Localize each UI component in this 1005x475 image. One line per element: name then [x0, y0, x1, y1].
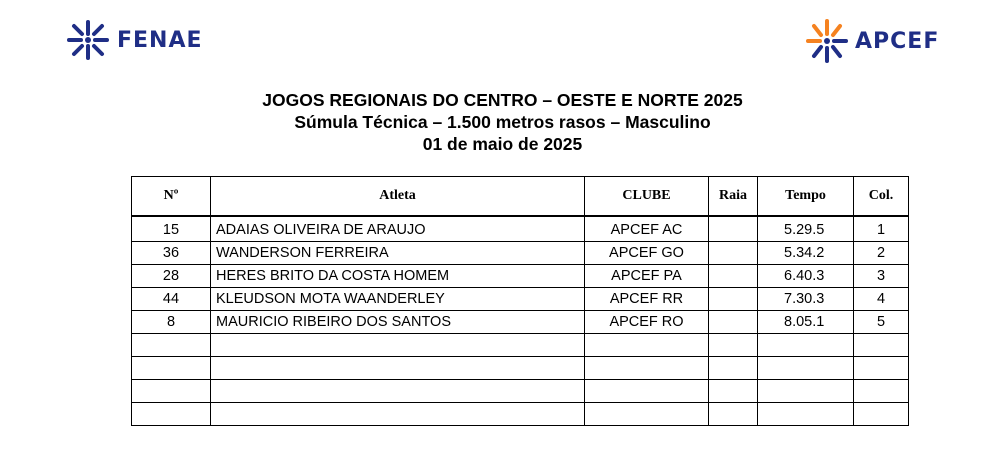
cell-time: 5.34.2	[758, 242, 854, 265]
cell-lane	[709, 311, 758, 334]
cell-lane	[709, 216, 758, 242]
apcef-star-logo-icon	[806, 19, 848, 63]
table-row	[132, 242, 909, 265]
table-row-empty	[132, 334, 909, 357]
fenae-logo	[66, 20, 203, 60]
table-row	[132, 265, 909, 288]
cell-number: 8	[132, 311, 211, 334]
table-row-empty	[132, 403, 909, 426]
cell-lane	[709, 357, 758, 380]
cell-athlete: HERES BRITO DA COSTA HOMEM	[211, 265, 585, 288]
cell-place: 2	[854, 242, 909, 265]
table-row-empty	[132, 357, 909, 380]
cell-time: 5.29.5	[758, 216, 854, 242]
col-header-athlete: Atleta	[211, 177, 585, 217]
cell-place	[854, 403, 909, 426]
cell-number: 15	[132, 216, 211, 242]
table-header-row	[132, 177, 909, 217]
cell-place	[854, 334, 909, 357]
cell-club	[585, 403, 709, 426]
apcef-logo	[806, 19, 939, 63]
col-header-place: Col.	[854, 177, 909, 217]
cell-place	[854, 380, 909, 403]
cell-athlete: WANDERSON FERREIRA	[211, 242, 585, 265]
cell-number	[132, 380, 211, 403]
cell-number	[132, 334, 211, 357]
title-event: JOGOS REGIONAIS DO CENTRO – OESTE E NORTE 2025	[262, 90, 743, 110]
cell-number	[132, 403, 211, 426]
cell-athlete	[211, 334, 585, 357]
cell-athlete	[211, 357, 585, 380]
cell-club: APCEF RR	[585, 288, 709, 311]
cell-club	[585, 334, 709, 357]
cell-time: 8.05.1	[758, 311, 854, 334]
cell-club: APCEF AC	[585, 216, 709, 242]
results-table	[131, 176, 909, 426]
cell-athlete: ADAIAS OLIVEIRA DE ARAUJO	[211, 216, 585, 242]
table-row	[132, 311, 909, 334]
cell-time	[758, 380, 854, 403]
cell-place: 4	[854, 288, 909, 311]
col-header-time: Tempo	[758, 177, 854, 217]
table-row	[132, 216, 909, 242]
title-subtitle: Súmula Técnica – 1.500 metros rasos – Masculino	[294, 112, 711, 132]
cell-athlete	[211, 403, 585, 426]
cell-number: 44	[132, 288, 211, 311]
col-header-lane: Raia	[709, 177, 758, 217]
cell-club: APCEF RO	[585, 311, 709, 334]
fenae-logo-text: FENAE	[117, 27, 203, 53]
cell-club: APCEF GO	[585, 242, 709, 265]
cell-athlete	[211, 380, 585, 403]
cell-athlete: MAURICIO RIBEIRO DOS SANTOS	[211, 311, 585, 334]
cell-number: 36	[132, 242, 211, 265]
title-date: 01 de maio de 2025	[422, 134, 583, 154]
cell-place: 1	[854, 216, 909, 242]
cell-place: 5	[854, 311, 909, 334]
col-header-number: Nº	[132, 177, 211, 217]
cell-athlete: KLEUDSON MOTA WAANDERLEY	[211, 288, 585, 311]
cell-number	[132, 357, 211, 380]
table-row-empty	[132, 380, 909, 403]
document-title	[0, 89, 1005, 155]
cell-lane	[709, 380, 758, 403]
cell-club	[585, 380, 709, 403]
cell-club: APCEF PA	[585, 265, 709, 288]
cell-time: 7.30.3	[758, 288, 854, 311]
cell-lane	[709, 242, 758, 265]
cell-club	[585, 357, 709, 380]
cell-number: 28	[132, 265, 211, 288]
cell-time	[758, 357, 854, 380]
cell-time	[758, 403, 854, 426]
cell-lane	[709, 288, 758, 311]
table-row	[132, 288, 909, 311]
fenae-star-logo-icon	[66, 20, 110, 60]
col-header-club: CLUBE	[585, 177, 709, 217]
apcef-logo-text: APCEF	[855, 28, 940, 54]
cell-time	[758, 334, 854, 357]
cell-lane	[709, 334, 758, 357]
cell-time: 6.40.3	[758, 265, 854, 288]
cell-lane	[709, 403, 758, 426]
cell-place: 3	[854, 265, 909, 288]
cell-place	[854, 357, 909, 380]
cell-lane	[709, 265, 758, 288]
